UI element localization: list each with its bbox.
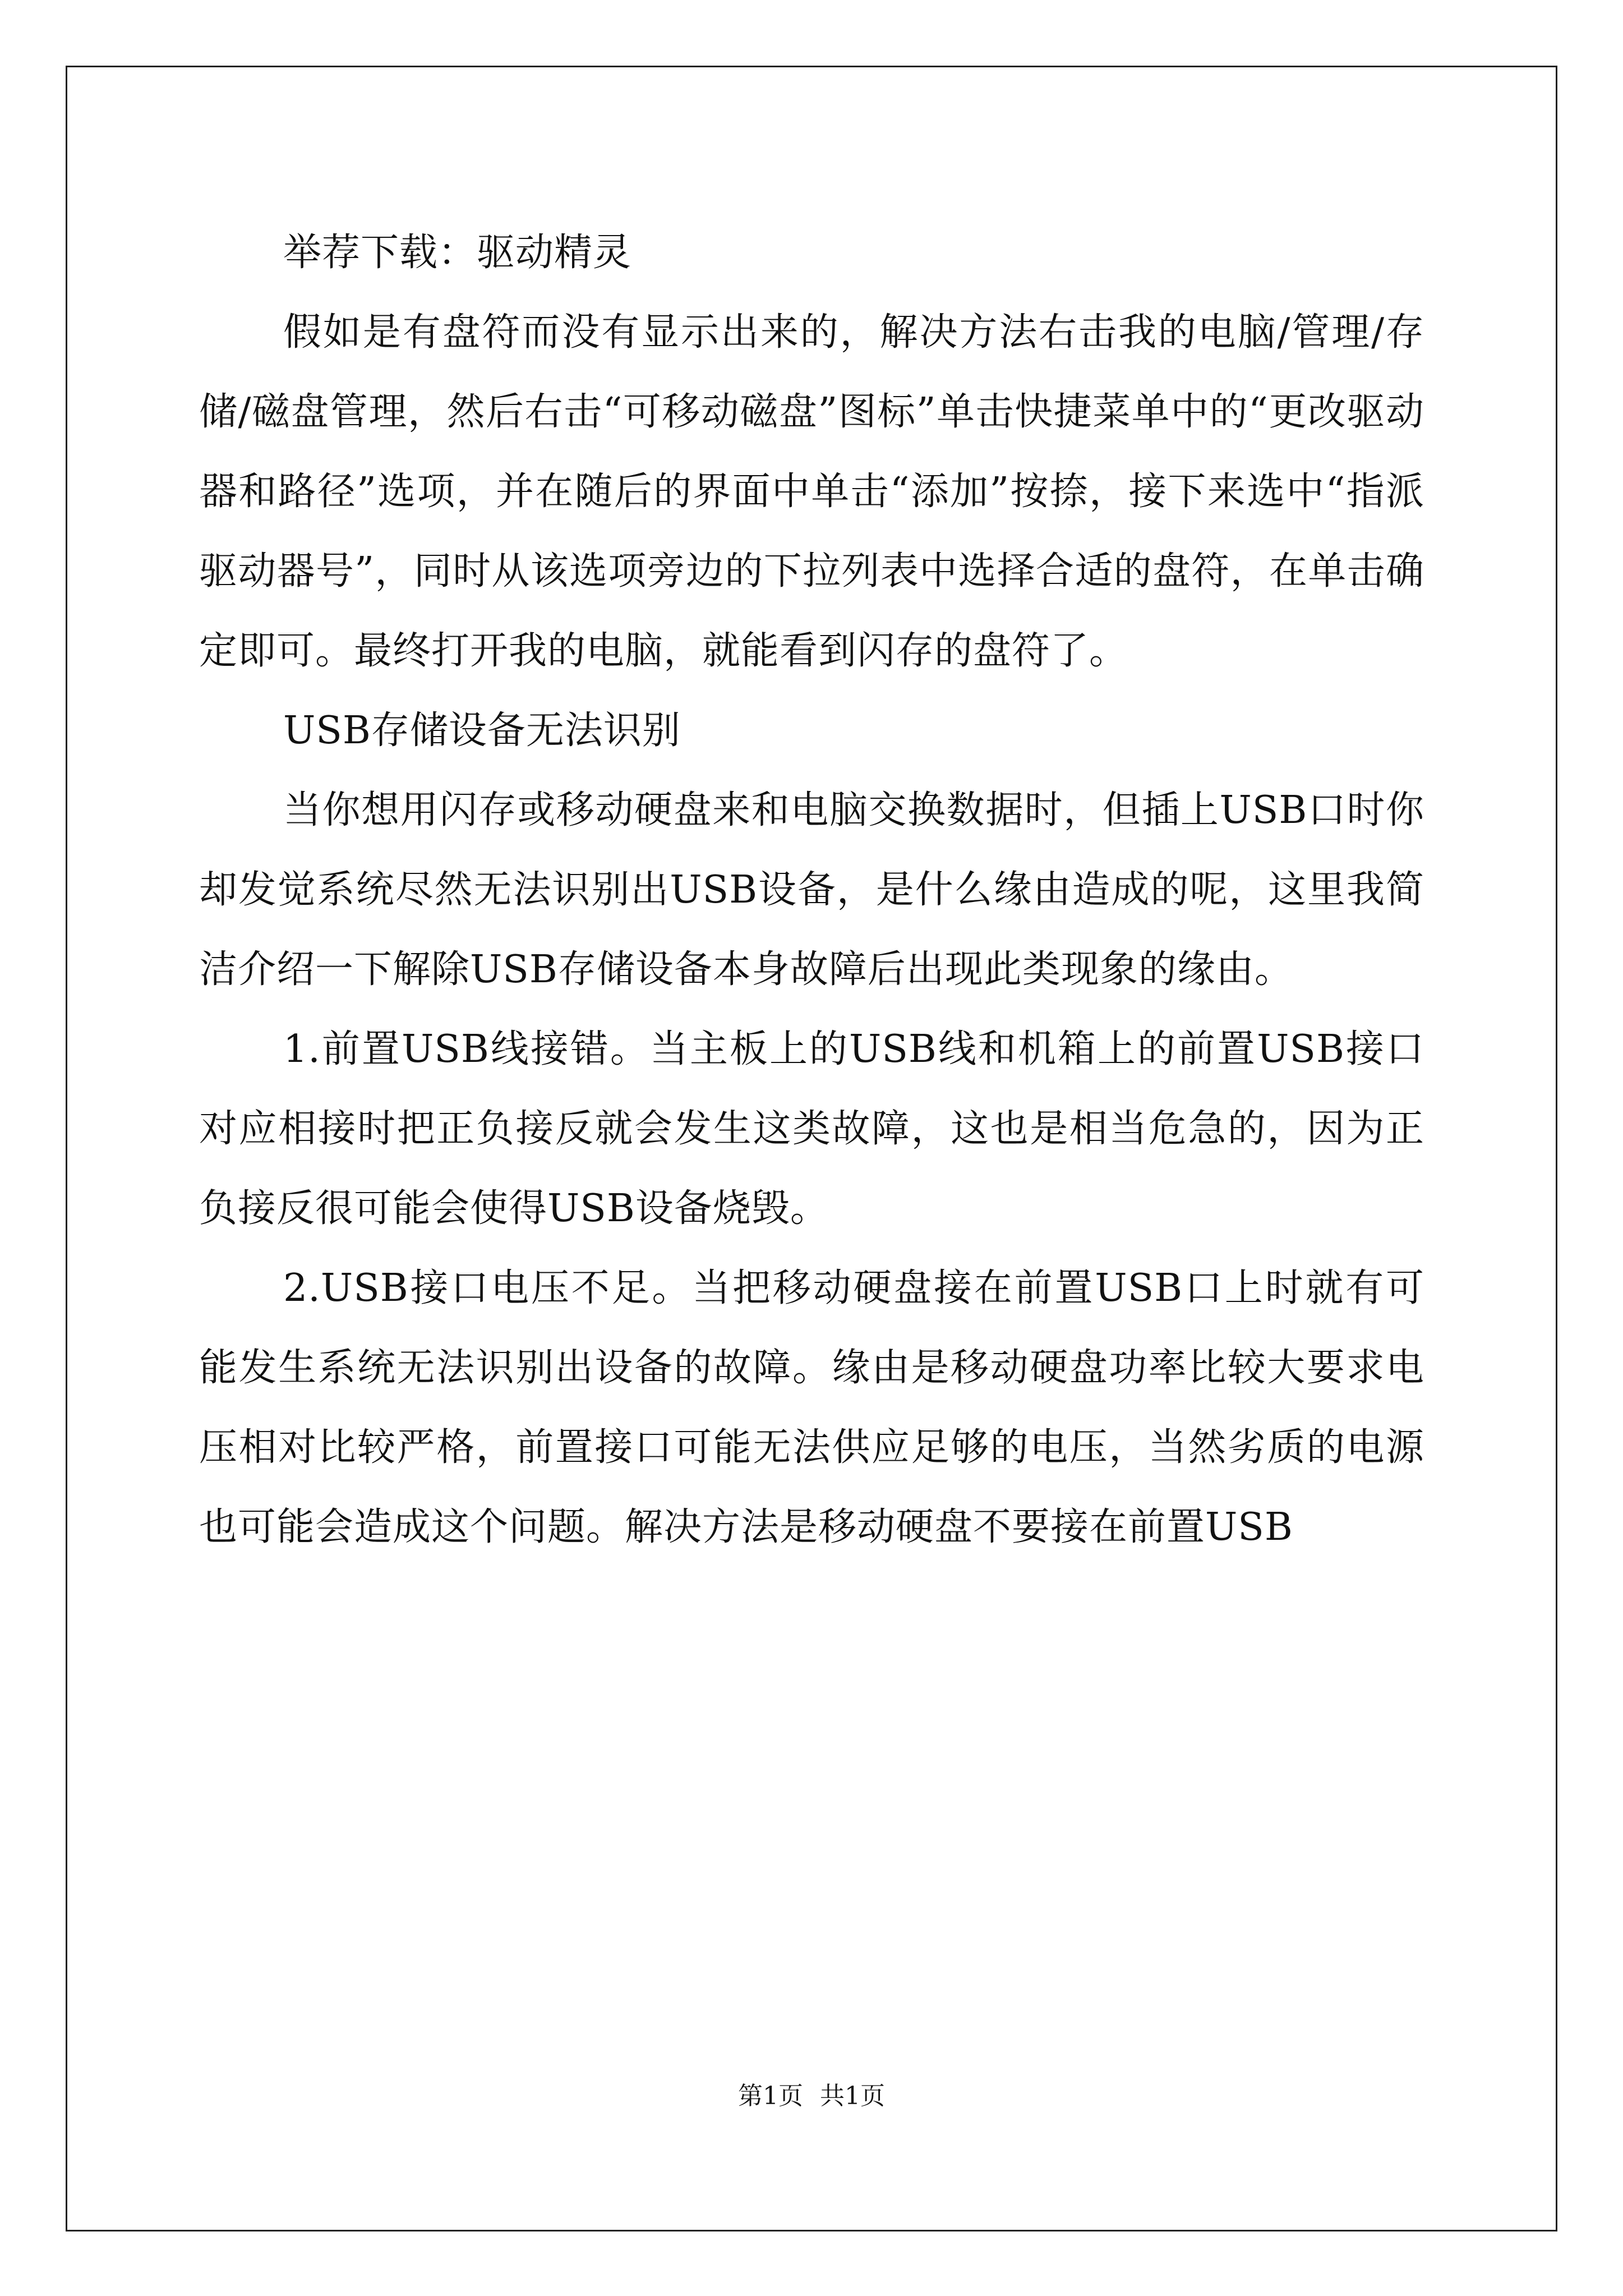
document-body <box>199 213 1424 1567</box>
paragraph-drive-letter-fix: 假如是有盘符而没有显示出来的，解决方法右击我的电脑/管理/存储/磁盘管理，然后右击“可移动磁盘”图标”单击快捷菜单中的“更改驱动器和路径”选项，并在随后的界面中单击“添加”按捺，接下来选中“指派驱动器号”，同时从该选项旁边的下拉列表中选择合适的盘符，在单击确定即可。最终打开我的电脑，就能看到闪存的盘符了。 <box>199 310 1424 673</box>
page-total: 共1页 <box>820 2082 885 2110</box>
paragraph-cause-1: 1.前置USB线接错。当主板上的USB线和机箱上的前置USB接口对应相接时把正负接反就会发生这类故障，这也是相当危急的，因为正负接反很可能会使得USB设备烧毁。 <box>199 1027 1424 1231</box>
paragraph-usb-intro: 当你想用闪存或移动硬盘来和电脑交换数据时，但插上USB口时你却发觉系统尽然无法识别出USB设备，是什么缘由造成的呢，这里我简洁介绍一下解除USB存储设备本身故障后出现此类现象的缘由。 <box>199 788 1424 992</box>
page-number: 第1页 <box>738 2082 803 2110</box>
section-heading-usb-unrecognized: USB存储设备无法识别 <box>283 708 681 753</box>
paragraph-recommend-download: 举荐下载：驱动精灵 <box>283 231 632 275</box>
paragraph-cause-2: 2.USB接口电压不足。当把移动硬盘接在前置USB口上时就有可能发生系统无法识别出设备的故障。缘由是移动硬盘功率比较大要求电压相对比较严格，前置接口可能无法供应足够的电压，当然劣质的电源也可能会造成这个问题。解决方法是移动硬盘不要接在前置USB <box>199 1266 1424 1549</box>
page-footer <box>0 2076 1623 2111</box>
